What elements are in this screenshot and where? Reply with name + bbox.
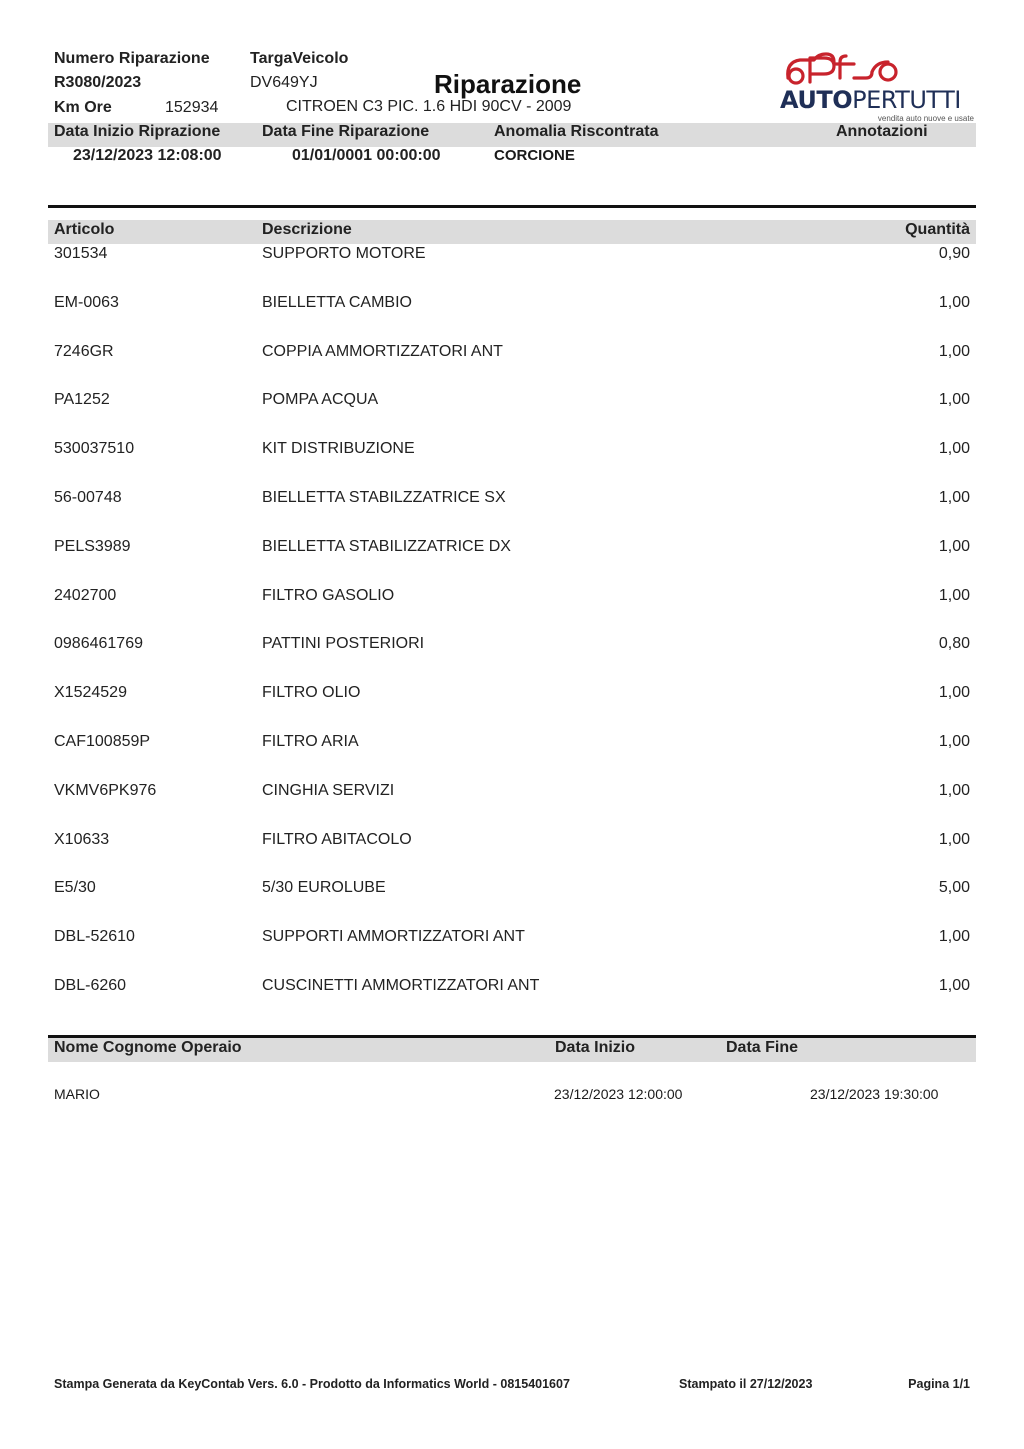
articles-top-rule bbox=[48, 205, 976, 208]
article-description: FILTRO GASOLIO bbox=[262, 586, 395, 604]
article-quantity: 5,00 bbox=[938, 879, 970, 897]
table-row bbox=[0, 489, 1024, 513]
articles-header-descrizione: Descrizione bbox=[262, 221, 352, 238]
article-quantity: 1,00 bbox=[938, 489, 970, 506]
article-quantity: 1,00 bbox=[938, 684, 970, 702]
article-code: 2402700 bbox=[54, 586, 117, 604]
article-description: KIT DISTRIBUZIONE bbox=[262, 440, 415, 458]
table-row bbox=[0, 391, 1024, 415]
article-quantity: 1,00 bbox=[938, 342, 970, 360]
article-quantity: 1,00 bbox=[938, 440, 970, 458]
article-quantity: 1,00 bbox=[938, 977, 970, 994]
article-code: 7246GR bbox=[54, 342, 114, 360]
table-row bbox=[0, 733, 1024, 757]
articles-header-quantita: Quantità bbox=[905, 221, 970, 238]
articles-header-articolo: Articolo bbox=[54, 221, 115, 238]
article-quantity: 0,90 bbox=[938, 245, 970, 262]
article-code: DBL-6260 bbox=[54, 977, 127, 994]
article-code: DBL-52610 bbox=[54, 928, 135, 946]
logo-brand-auto: AUTO bbox=[780, 86, 853, 114]
numero-riparazione-value: R3080/2023 bbox=[54, 74, 142, 91]
info-value-anomalia: CORCIONE bbox=[494, 147, 575, 164]
article-code: 530037510 bbox=[54, 440, 135, 458]
article-description: SUPPORTO MOTORE bbox=[262, 245, 426, 262]
article-quantity: 1,00 bbox=[938, 781, 970, 799]
logo-tagline: vendita auto nuove e usate bbox=[877, 114, 974, 123]
company-logo bbox=[776, 48, 976, 124]
article-description: BIELLETTA CAMBIO bbox=[262, 293, 412, 311]
numero-riparazione-label: Numero Riparazione bbox=[54, 50, 210, 67]
article-quantity: 1,00 bbox=[938, 293, 970, 311]
table-row bbox=[0, 928, 1024, 952]
worker-data-fine: 23/12/2023 19:30:00 bbox=[810, 1086, 939, 1102]
article-description: 5/30 EUROLUBE bbox=[262, 879, 386, 897]
table-row bbox=[0, 831, 1024, 855]
article-code: 56-00748 bbox=[54, 489, 122, 506]
targa-value: DV649YJ bbox=[250, 74, 318, 91]
articles-header-band bbox=[48, 220, 976, 244]
info-header-annotazioni: Annotazioni bbox=[836, 123, 928, 140]
km-ore-label: Km Ore bbox=[54, 99, 112, 116]
info-value-data-fine: 01/01/0001 00:00:00 bbox=[292, 147, 441, 164]
table-row bbox=[0, 245, 1024, 269]
article-code: X10633 bbox=[54, 830, 110, 848]
article-code: EM-0063 bbox=[54, 293, 119, 311]
table-row bbox=[0, 635, 1024, 659]
targa-label: TargaVeicolo bbox=[250, 50, 349, 67]
info-value-data-inizio: 23/12/2023 12:08:00 bbox=[73, 147, 222, 164]
article-description: BIELLETTA STABILZZATRICE SX bbox=[262, 489, 506, 506]
article-code: PELS3989 bbox=[54, 537, 131, 555]
article-code: E5/30 bbox=[54, 879, 96, 897]
document-title: Riparazione bbox=[434, 69, 582, 99]
table-row bbox=[0, 294, 1024, 318]
km-ore-value: 152934 bbox=[165, 99, 219, 116]
table-row bbox=[0, 782, 1024, 806]
footer-generated-by: Stampa Generata da KeyContab Vers. 6.0 - Prodotto da Informatics World - 0815401607 bbox=[54, 1377, 570, 1391]
table-row bbox=[0, 977, 1024, 1001]
article-description: FILTRO ARIA bbox=[262, 733, 359, 750]
article-quantity: 1,00 bbox=[938, 733, 970, 750]
table-row bbox=[0, 440, 1024, 464]
worker-data-inizio: 23/12/2023 12:00:00 bbox=[554, 1086, 683, 1102]
article-description: COPPIA AMMORTIZZATORI ANT bbox=[262, 342, 503, 360]
table-row bbox=[0, 343, 1024, 367]
logo-brand-pertutti: PERTUTTI bbox=[852, 86, 961, 114]
article-code: X1524529 bbox=[54, 684, 127, 702]
footer-page-number: Pagina 1/1 bbox=[908, 1377, 970, 1391]
article-quantity: 1,00 bbox=[938, 928, 970, 946]
footer-printed-date: Stampato il 27/12/2023 bbox=[679, 1377, 813, 1391]
workers-header-nome: Nome Cognome Operaio bbox=[54, 1039, 242, 1056]
article-description: FILTRO OLIO bbox=[262, 684, 361, 702]
article-description: PATTINI POSTERIORI bbox=[262, 635, 425, 653]
article-code: CAF100859P bbox=[54, 733, 151, 750]
table-row bbox=[0, 879, 1024, 903]
article-description: CUSCINETTI AMMORTIZZATORI ANT bbox=[262, 977, 540, 994]
workers-header-data-fine: Data Fine bbox=[726, 1039, 799, 1056]
logo-wordmark bbox=[780, 86, 961, 114]
article-quantity: 1,00 bbox=[938, 586, 970, 604]
info-header-anomalia: Anomalia Riscontrata bbox=[494, 123, 659, 140]
article-quantity: 1,00 bbox=[938, 391, 970, 409]
article-code: VKMV6PK976 bbox=[54, 781, 157, 799]
article-description: CINGHIA SERVIZI bbox=[262, 781, 395, 799]
article-quantity: 1,00 bbox=[938, 830, 970, 848]
article-description: FILTRO ABITACOLO bbox=[262, 830, 412, 848]
vehicle-description: CITROEN C3 PIC. 1.6 HDI 90CV - 2009 bbox=[286, 98, 572, 115]
info-header-data-fine: Data Fine Riparazione bbox=[262, 123, 430, 140]
article-quantity: 1,00 bbox=[938, 537, 970, 555]
article-quantity: 0,80 bbox=[938, 635, 970, 653]
table-row bbox=[0, 538, 1024, 562]
table-row bbox=[0, 587, 1024, 611]
car-logo-icon bbox=[780, 48, 910, 88]
table-row bbox=[0, 684, 1024, 708]
article-code: PA1252 bbox=[54, 391, 110, 409]
article-description: POMPA ACQUA bbox=[262, 391, 379, 409]
article-code: 0986461769 bbox=[54, 635, 143, 653]
article-description: BIELLETTA STABILIZZATRICE DX bbox=[262, 537, 511, 555]
workers-header-data-inizio: Data Inizio bbox=[555, 1039, 636, 1056]
info-header-data-inizio: Data Inizio Riprazione bbox=[54, 123, 221, 140]
article-description: SUPPORTI AMMORTIZZATORI ANT bbox=[262, 928, 525, 946]
article-code: 301534 bbox=[54, 245, 108, 262]
worker-name: MARIO bbox=[54, 1086, 100, 1102]
